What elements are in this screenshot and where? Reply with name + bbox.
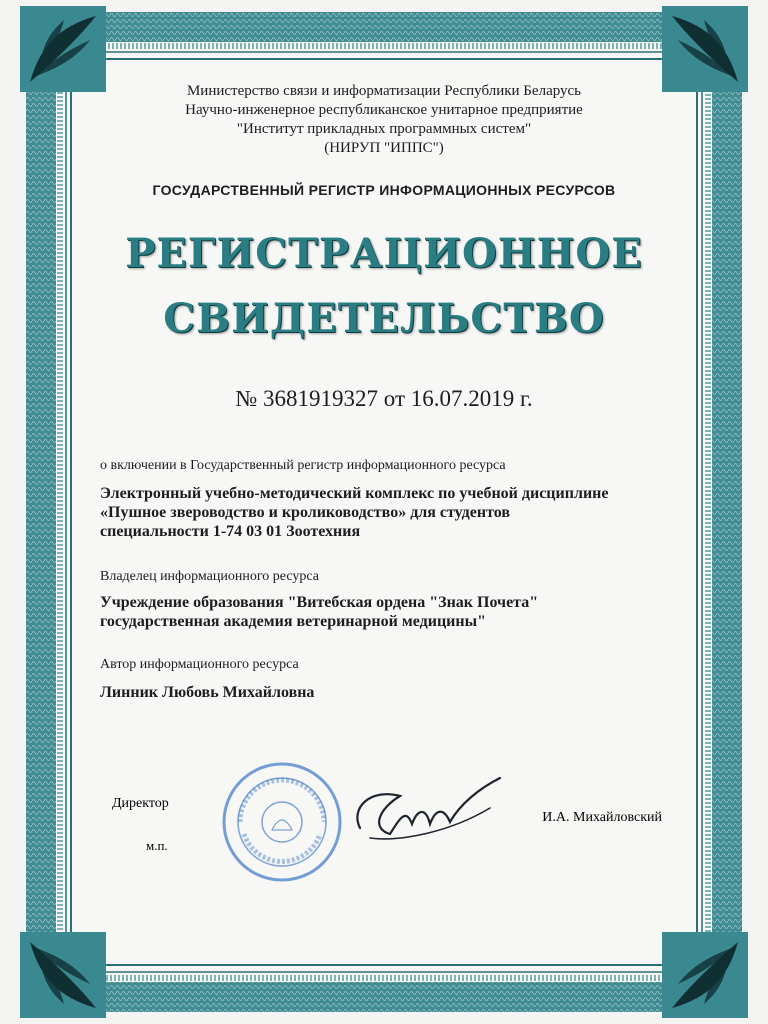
owner-section: [100, 569, 668, 631]
author-label: Автор информационного ресурса: [100, 657, 299, 672]
certificate-number: № 3681919327 от 16.07.2019 г.: [235, 386, 533, 411]
resource-line: «Пушное звероводство и кролиководство» для студентов: [100, 504, 510, 521]
signatory-name: И.А. Михайловский: [542, 810, 662, 825]
certificate-body: [100, 82, 668, 702]
director-label: Директор: [112, 796, 169, 811]
owner-name-line: Учреждение образования "Витебская ордена "Знак Почета": [100, 594, 539, 611]
institute-abbr: (НИРУП "ИППС"): [324, 140, 444, 156]
issuer-block: [100, 82, 668, 158]
author-name: Линник Любовь Михайловна: [100, 684, 315, 701]
institute-line: "Институт прикладных программных систем": [236, 121, 532, 137]
official-seal-icon: [220, 760, 344, 884]
leaf-ornament-icon: [20, 6, 106, 92]
leaf-ornament-icon: [662, 932, 748, 1018]
enterprise-line: Научно-инженерное республиканское унитарное предприятие: [185, 102, 583, 118]
register-title: ГОСУДАРСТВЕННЫЙ РЕГИСТР ИНФОРМАЦИОННЫХ РЕСУРСОВ: [152, 182, 616, 198]
resource-line: специальности 1-74 03 01 Зоотехния: [100, 523, 361, 540]
inclusion-section: [100, 458, 668, 541]
ministry-line: Министерство связи и информатизации Республики Беларусь: [186, 83, 582, 99]
leaf-ornament-icon: [20, 932, 106, 1018]
handwritten-signature-icon: [340, 768, 510, 860]
author-section: [100, 657, 668, 702]
certificate-title-line2: СВИДЕТЕЛЬСТВО: [163, 295, 605, 342]
resource-line: Электронный учебно-методический комплекс по учебной дисциплине: [100, 485, 609, 502]
owner-label: Владелец информационного ресурса: [100, 569, 319, 584]
certificate-title-line1: РЕГИСТРАЦИОННОЕ: [125, 230, 643, 277]
owner-name-line: государственная академия ветеринарной медицины": [100, 613, 486, 630]
leaf-ornament-icon: [662, 6, 748, 92]
inclusion-label: о включении в Государственный регистр информационного ресурса: [100, 458, 506, 473]
stamp-place-label: м.п.: [146, 838, 168, 853]
